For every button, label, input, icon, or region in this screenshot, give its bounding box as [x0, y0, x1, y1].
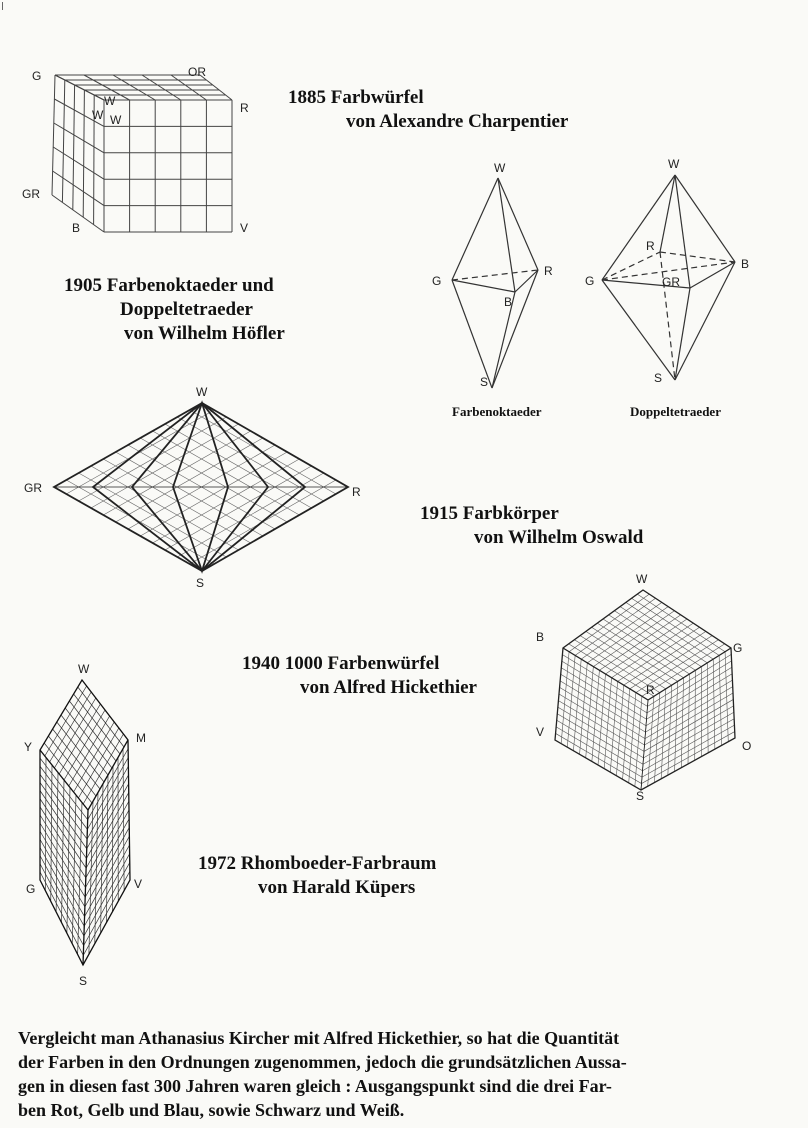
label-w: W	[668, 157, 680, 171]
label-gr: GR	[662, 275, 680, 289]
label-b: B	[504, 295, 513, 309]
caption-1885-line2: von Alexandre Charpentier	[346, 111, 569, 132]
label-w: W	[78, 662, 90, 676]
label-o: O	[742, 739, 752, 753]
caption-1905-line3: von Wilhelm Höfler	[124, 323, 285, 344]
label-s: S	[636, 789, 645, 803]
label-g: G	[32, 69, 42, 83]
label-r: R	[646, 683, 655, 697]
summary-paragraph	[18, 1026, 793, 1122]
caption-1972-line1: 1972 Rhomboeder-Farbraum	[198, 853, 437, 874]
label-s: S	[654, 371, 663, 385]
label-or: OR	[188, 65, 206, 79]
label-g: G	[432, 274, 442, 288]
label-s: S	[196, 576, 205, 590]
label-w: W	[494, 161, 506, 175]
paragraph-line: Vergleicht man Athanasius Kircher mit Alfred Hickethier, so hat die Quantität	[18, 1028, 620, 1048]
label-w: W	[104, 94, 116, 108]
farbenoktaeder-caption: Farbenoktaeder	[452, 404, 542, 419]
label-v: V	[536, 725, 545, 739]
label-w: W	[110, 113, 122, 127]
label-s: S	[79, 974, 88, 988]
label-w: W	[636, 572, 648, 586]
paragraph-line: gen in diesen fast 300 Jahren waren gleich : Ausgangspunkt sind die drei Far-	[18, 1076, 612, 1096]
grid-line	[40, 831, 85, 907]
caption-1905-line1: 1905 Farbenoktaeder und	[64, 275, 274, 296]
label-s: S	[480, 375, 489, 389]
label-g: G	[585, 274, 595, 288]
label-r: R	[544, 264, 553, 278]
label-m: M	[136, 731, 146, 745]
caption-1972	[198, 852, 436, 900]
grid-line	[40, 774, 87, 839]
label-w: W	[92, 108, 104, 122]
label-b: B	[741, 257, 750, 271]
label-w: W	[196, 385, 208, 399]
label-g: G	[733, 641, 743, 655]
grid-line	[40, 783, 87, 849]
label-r: R	[646, 239, 655, 253]
caption-1972-line2: von Harald Küpers	[258, 877, 416, 898]
label-gr: GR	[24, 481, 42, 495]
caption-1885-line1: 1885 Farbwürfel	[288, 87, 424, 108]
grid-line	[40, 791, 86, 859]
caption-1915-line2: von Wilhelm Oswald	[474, 527, 644, 548]
label-r: R	[240, 101, 249, 115]
paragraph-line: der Farben in den Ordnungen zugenommen, jedoch die grundsätzlichen Aussa-	[18, 1052, 627, 1072]
grid-line	[40, 864, 84, 946]
label-g: G	[26, 882, 36, 896]
label-v: V	[240, 221, 249, 235]
paragraph-line: ben Rot, Gelb und Blau, sowie Schwarz und Weiß.	[18, 1100, 405, 1120]
label-v: V	[134, 877, 143, 891]
caption-1940-line1: 1940 1000 Farbenwürfel	[242, 653, 440, 674]
caption-1940-line2: von Alfred Hickethier	[300, 677, 477, 698]
label-y: Y	[24, 740, 33, 754]
label-b: B	[72, 221, 81, 235]
caption-1915-line1: 1915 Farbkörper	[420, 503, 559, 524]
label-gr: GR	[22, 187, 40, 201]
doppeltetraeder-caption: Doppeltetraeder	[630, 404, 721, 419]
label-b: B	[536, 630, 545, 644]
caption-1905-line2: Doppeltetraeder	[120, 299, 253, 320]
label-r: R	[352, 485, 361, 499]
